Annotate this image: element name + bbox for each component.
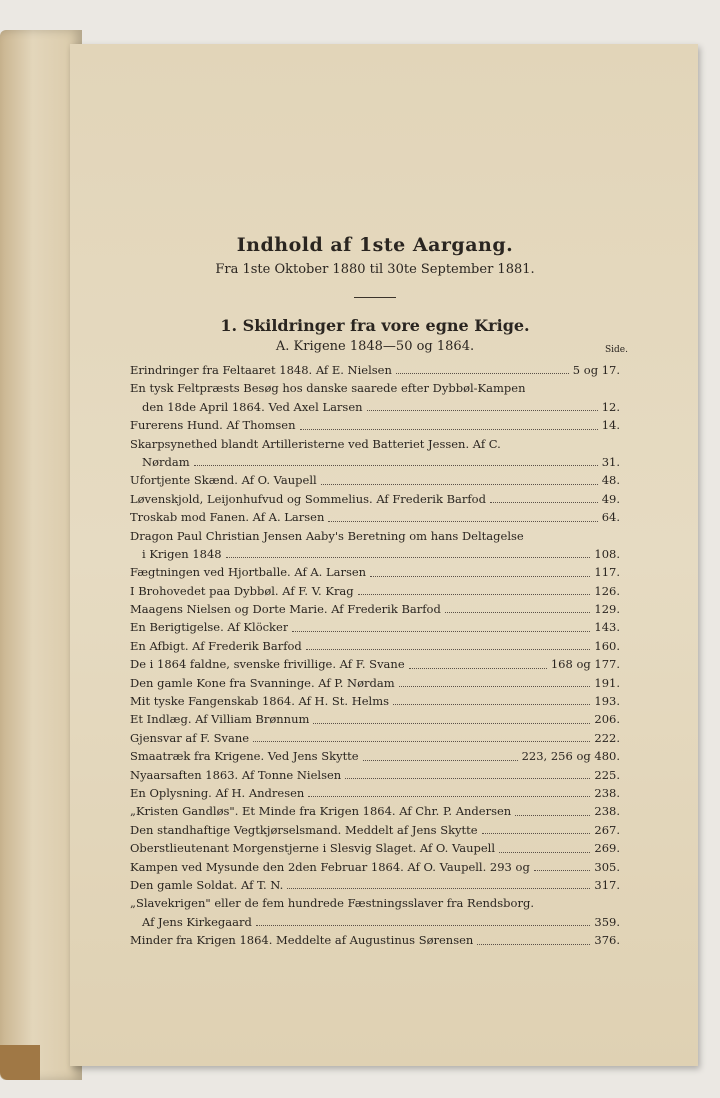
- toc-entry-title: Gjensvar af F. Svane: [130, 730, 250, 745]
- toc-entry: [130, 361, 620, 379]
- toc-entry-title: En Afbigt. Af Frederik Barfod: [130, 638, 302, 653]
- dot-leader: [393, 692, 590, 705]
- toc-entry-title: „Kristen Gandløs". Et Minde fra Krigen 1864. Af Chr. P. Andersen: [130, 804, 512, 819]
- dot-leader: [370, 563, 590, 576]
- toc-entry-page: 206.: [594, 712, 620, 727]
- dot-leader: [345, 766, 590, 779]
- toc-entry-title: Af Jens Kirkegaard: [142, 914, 252, 929]
- toc-entry: [130, 490, 620, 508]
- toc-entry: [130, 563, 620, 581]
- toc-entry-title: Løvenskjold, Leijonhufvud og Sommelius. Af Frederik Barfod: [130, 491, 486, 506]
- toc-entry: [130, 471, 620, 489]
- toc-entry: [130, 435, 620, 453]
- book-page: [70, 44, 698, 1066]
- toc-entry: [130, 674, 620, 692]
- dot-leader: [287, 876, 590, 889]
- toc-entry-title: Dragon Paul Christian Jensen Aaby's Beretning om hans Deltagelse: [130, 528, 524, 543]
- toc-entry: [130, 747, 620, 765]
- toc-entry-page: 14.: [601, 418, 620, 433]
- dot-leader: [396, 361, 569, 374]
- toc-list: [130, 361, 620, 950]
- dot-leader: [363, 747, 518, 760]
- toc-entry: [130, 398, 620, 416]
- toc-entry-title: Oberstlieutenant Morgenstjerne i Slesvig Slaget. Af O. Vaupell: [130, 841, 496, 856]
- toc-entry: [130, 655, 620, 673]
- toc-entry-title: Den standhaftige Vegtkjørselsmand. Meddelt af Jens Skytte: [130, 822, 478, 837]
- toc-entry-title: Nyaarsaften 1863. Af Tonne Nielsen: [130, 767, 342, 782]
- toc-entry-title: Troskab mod Fanen. Af A. Larsen: [130, 510, 325, 525]
- toc-entry-page: 126.: [594, 583, 620, 598]
- toc-entry-title: „Slavekrigen" eller de fem hundrede Fæstningsslaver fra Rendsborg.: [130, 896, 534, 911]
- toc-entry-title: Kampen ved Mysunde den 2den Februar 1864. Af O. Vaupell. 293 og: [130, 859, 530, 874]
- toc-entry: [130, 821, 620, 839]
- toc-entry-title: Mit tyske Fangenskab 1864. Af H. St. Helms: [130, 694, 390, 709]
- toc-entry-page: 267.: [594, 822, 620, 837]
- subsection-header: [130, 339, 628, 357]
- toc-entry: [130, 710, 620, 728]
- dot-leader: [300, 416, 598, 429]
- toc-entry: [130, 527, 620, 545]
- toc-entry-title: I Brohovedet paa Dybbøl. Af F. V. Krag: [130, 583, 354, 598]
- dot-leader: [445, 600, 591, 613]
- dot-leader: [292, 618, 590, 631]
- toc-entry-page: 191.: [594, 675, 620, 690]
- toc-entry-page: 376.: [594, 933, 620, 948]
- toc-entry-title: i Krigen 1848: [142, 546, 222, 561]
- toc-entry: [130, 545, 620, 563]
- subsection-title: A. Krigene 1848—50 og 1864.: [275, 339, 475, 354]
- toc-entry-page: 129.: [594, 602, 620, 617]
- dot-leader: [321, 471, 598, 484]
- dot-leader: [328, 508, 597, 521]
- toc-entry-title: Erindringer fra Feltaaret 1848. Af E. Nielsen: [130, 363, 392, 377]
- toc-entry-title: Smaatræk fra Krigene. Ved Jens Skytte: [130, 749, 359, 764]
- toc-entry-page: 108.: [594, 546, 620, 561]
- toc-entry-title: En tysk Feltpræsts Besøg hos danske saarede efter Dybbøl-Kampen: [130, 381, 526, 396]
- toc-entry: [130, 600, 620, 618]
- toc-entry-page: 5 og 17.: [572, 363, 620, 377]
- dot-leader: [358, 582, 591, 595]
- toc-entry-title: Fægtningen ved Hjortballe. Af A. Larsen: [130, 565, 367, 580]
- toc-entry-page: 238.: [594, 785, 620, 800]
- toc-entry-title: Nørdam: [142, 454, 190, 469]
- divider: [354, 297, 396, 298]
- toc-entry-page: 64.: [601, 510, 620, 525]
- toc-entry: [130, 379, 620, 397]
- toc-entry-title: Furerens Hund. Af Thomsen: [130, 418, 296, 433]
- toc-entry: [130, 637, 620, 655]
- toc-entry-title: Minder fra Krigen 1864. Meddelte af Augustinus Sørensen: [130, 933, 474, 948]
- toc-entry-page: 269.: [594, 841, 620, 856]
- dot-leader: [409, 655, 547, 668]
- dot-leader: [534, 858, 591, 871]
- book-spine: [0, 1045, 40, 1080]
- dot-leader: [367, 398, 598, 411]
- toc-entry: [130, 618, 620, 636]
- dot-leader: [399, 674, 591, 687]
- toc-entry-page: 49.: [601, 491, 620, 506]
- dot-leader: [529, 379, 616, 392]
- toc-entry-page: 238.: [594, 804, 620, 819]
- toc-entry: [130, 453, 620, 471]
- dot-leader: [253, 729, 590, 742]
- section-title: 1. Skildringer fra vore egne Krige.: [220, 316, 530, 335]
- dot-leader: [313, 710, 590, 723]
- toc-entry-title: De i 1864 faldne, svenske frivillige. Af F. Svane: [130, 657, 405, 672]
- dot-leader: [505, 435, 616, 448]
- toc-entry-page: 359.: [594, 914, 620, 929]
- toc-entry-title: Den gamle Kone fra Svanninge. Af P. Nørdam: [130, 675, 395, 690]
- toc-entry-title: Skarpsynethed blandt Artilleristerne ved Batteriet Jessen. Af C.: [130, 436, 501, 451]
- toc-entry: [130, 858, 620, 876]
- toc-entry: [130, 931, 620, 949]
- dot-leader: [499, 839, 590, 852]
- toc-entry: [130, 582, 620, 600]
- toc-entry-page: 223, 256 og 480.: [521, 749, 620, 764]
- dot-leader: [256, 913, 591, 926]
- toc-entry-title: Et Indlæg. Af Villiam Brønnum: [130, 712, 310, 727]
- toc-entry-page: 317.: [594, 877, 620, 892]
- toc-entry-page: 160.: [594, 638, 620, 653]
- dot-leader: [306, 637, 591, 650]
- table-of-contents: [130, 234, 628, 950]
- dot-leader: [308, 784, 590, 797]
- dot-leader: [482, 821, 591, 834]
- toc-entry: [130, 692, 620, 710]
- toc-entry: [130, 508, 620, 526]
- toc-entry-title: Den gamle Soldat. Af T. N.: [130, 877, 284, 892]
- dot-leader: [538, 894, 616, 907]
- toc-entry-page: 193.: [594, 694, 620, 709]
- toc-entry-title: En Berigtigelse. Af Klöcker: [130, 620, 289, 635]
- toc-entry: [130, 913, 620, 931]
- toc-entry-page: 222.: [594, 730, 620, 745]
- dot-leader: [528, 527, 616, 540]
- toc-entry: [130, 729, 620, 747]
- dot-leader: [226, 545, 591, 558]
- toc-entry-page: 143.: [594, 620, 620, 635]
- toc-entry-page: 48.: [601, 473, 620, 488]
- toc-entry-title: den 18de April 1864. Ved Axel Larsen: [142, 399, 363, 414]
- page-subtitle: Fra 1ste Oktober 1880 til 30te September 1881.: [215, 262, 535, 277]
- page-title: Indhold af 1ste Aargang.: [236, 234, 514, 256]
- toc-entry: [130, 416, 620, 434]
- toc-entry-page: 12.: [601, 399, 620, 414]
- toc-entry-page: 168 og 177.: [550, 657, 620, 672]
- toc-entry: [130, 839, 620, 857]
- toc-entry: [130, 802, 620, 820]
- toc-entry-title: En Oplysning. Af H. Andresen: [130, 785, 305, 800]
- toc-entry-page: 31.: [601, 454, 620, 469]
- page-column-label: Side.: [605, 345, 628, 355]
- toc-entry: [130, 894, 620, 912]
- dot-leader: [194, 453, 598, 466]
- toc-entry: [130, 876, 620, 894]
- dot-leader: [490, 490, 598, 503]
- toc-entry-title: Maagens Nielsen og Dorte Marie. Af Frederik Barfod: [130, 602, 441, 617]
- dot-leader: [515, 802, 590, 815]
- toc-entry: [130, 784, 620, 802]
- toc-entry-page: 117.: [594, 565, 620, 580]
- toc-entry-page: 305.: [594, 859, 620, 874]
- toc-entry-title: Ufortjente Skænd. Af O. Vaupell: [130, 473, 317, 488]
- toc-entry: [130, 766, 620, 784]
- dot-leader: [477, 931, 590, 944]
- toc-entry-page: 225.: [594, 767, 620, 782]
